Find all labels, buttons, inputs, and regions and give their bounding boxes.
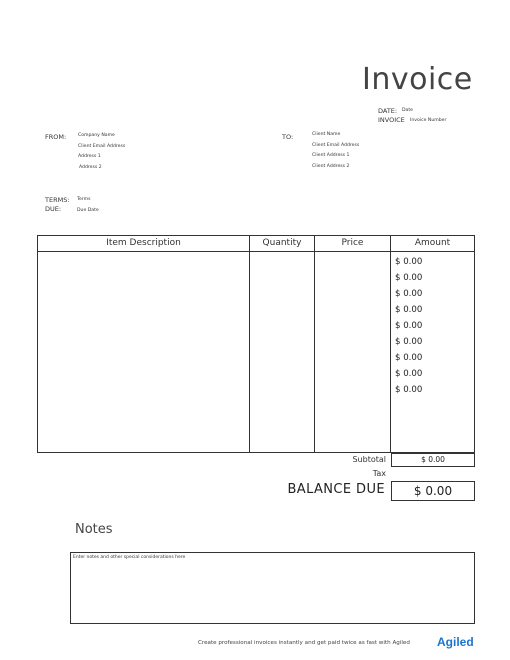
agiled-logo[interactable]: Agiled [437,635,474,649]
from-label: FROM: [45,133,67,141]
col-quantity[interactable] [250,236,315,452]
date-value[interactable]: Date [402,108,413,113]
col-amount[interactable] [391,236,474,452]
client-email: Client Email Address [312,142,360,148]
to-label: TO: [282,133,294,141]
due-label: DUE: [45,205,62,213]
client-address-1: Client Address 1 [312,153,350,158]
balance-due-label: BALANCE DUE [287,482,385,497]
client-address-2: Client Address 2 [312,163,350,169]
from-address-block[interactable] [78,131,125,173]
amount-cell[interactable]: $ 0.00 [395,369,423,379]
amount-cell[interactable]: $ 0.00 [395,337,423,347]
due-date-value[interactable]: Due Date [77,208,99,213]
header-item-description: Item Description [106,238,181,248]
company-name: Company Name [78,133,115,138]
balance-due-value[interactable]: $ 0.00 [391,481,475,501]
company-address-1: Address 1 [78,154,101,159]
client-name: Client Name [312,132,341,137]
subtotal-label: Subtotal [352,455,386,464]
invoice-number-label: INVOICE [378,116,405,124]
amount-cell[interactable]: $ 0.00 [395,321,423,331]
subtotal-value[interactable]: $ 0.00 [391,453,475,467]
company-email: Client Email Address [78,143,126,149]
terms-label: TERMS: [45,196,70,204]
notes-title: Notes [75,522,113,537]
amount-cell[interactable]: $ 0.00 [395,385,423,395]
header-amount: Amount [414,238,451,248]
amount-cell[interactable]: $ 0.00 [395,353,423,363]
footer-text: Create professional invoices instantly and get paid twice as fast with Agiled [198,640,410,646]
company-address-2: Address 2 [79,164,102,170]
tax-label: Tax [372,469,386,478]
date-label: DATE: [378,107,398,115]
amount-list [395,254,422,398]
items-table [37,235,475,453]
notes-placeholder: Enter notes and other special considerations here [73,555,186,560]
header-price: Price [341,238,364,248]
to-address-block[interactable] [312,130,359,172]
header-quantity: Quantity [262,238,302,248]
notes-field[interactable] [70,552,475,624]
terms-value[interactable]: Terms [77,197,91,202]
amount-cell[interactable]: $ 0.00 [395,305,423,315]
invoice-title: Invoice [362,62,473,97]
col-price[interactable] [315,236,391,452]
amount-cell[interactable]: $ 0.00 [395,273,423,283]
amount-cell[interactable]: $ 0.00 [395,257,423,267]
amount-cell[interactable]: $ 0.00 [395,289,423,299]
col-item-description[interactable] [38,236,250,452]
invoice-number-value[interactable]: Invoice Number [410,118,447,123]
